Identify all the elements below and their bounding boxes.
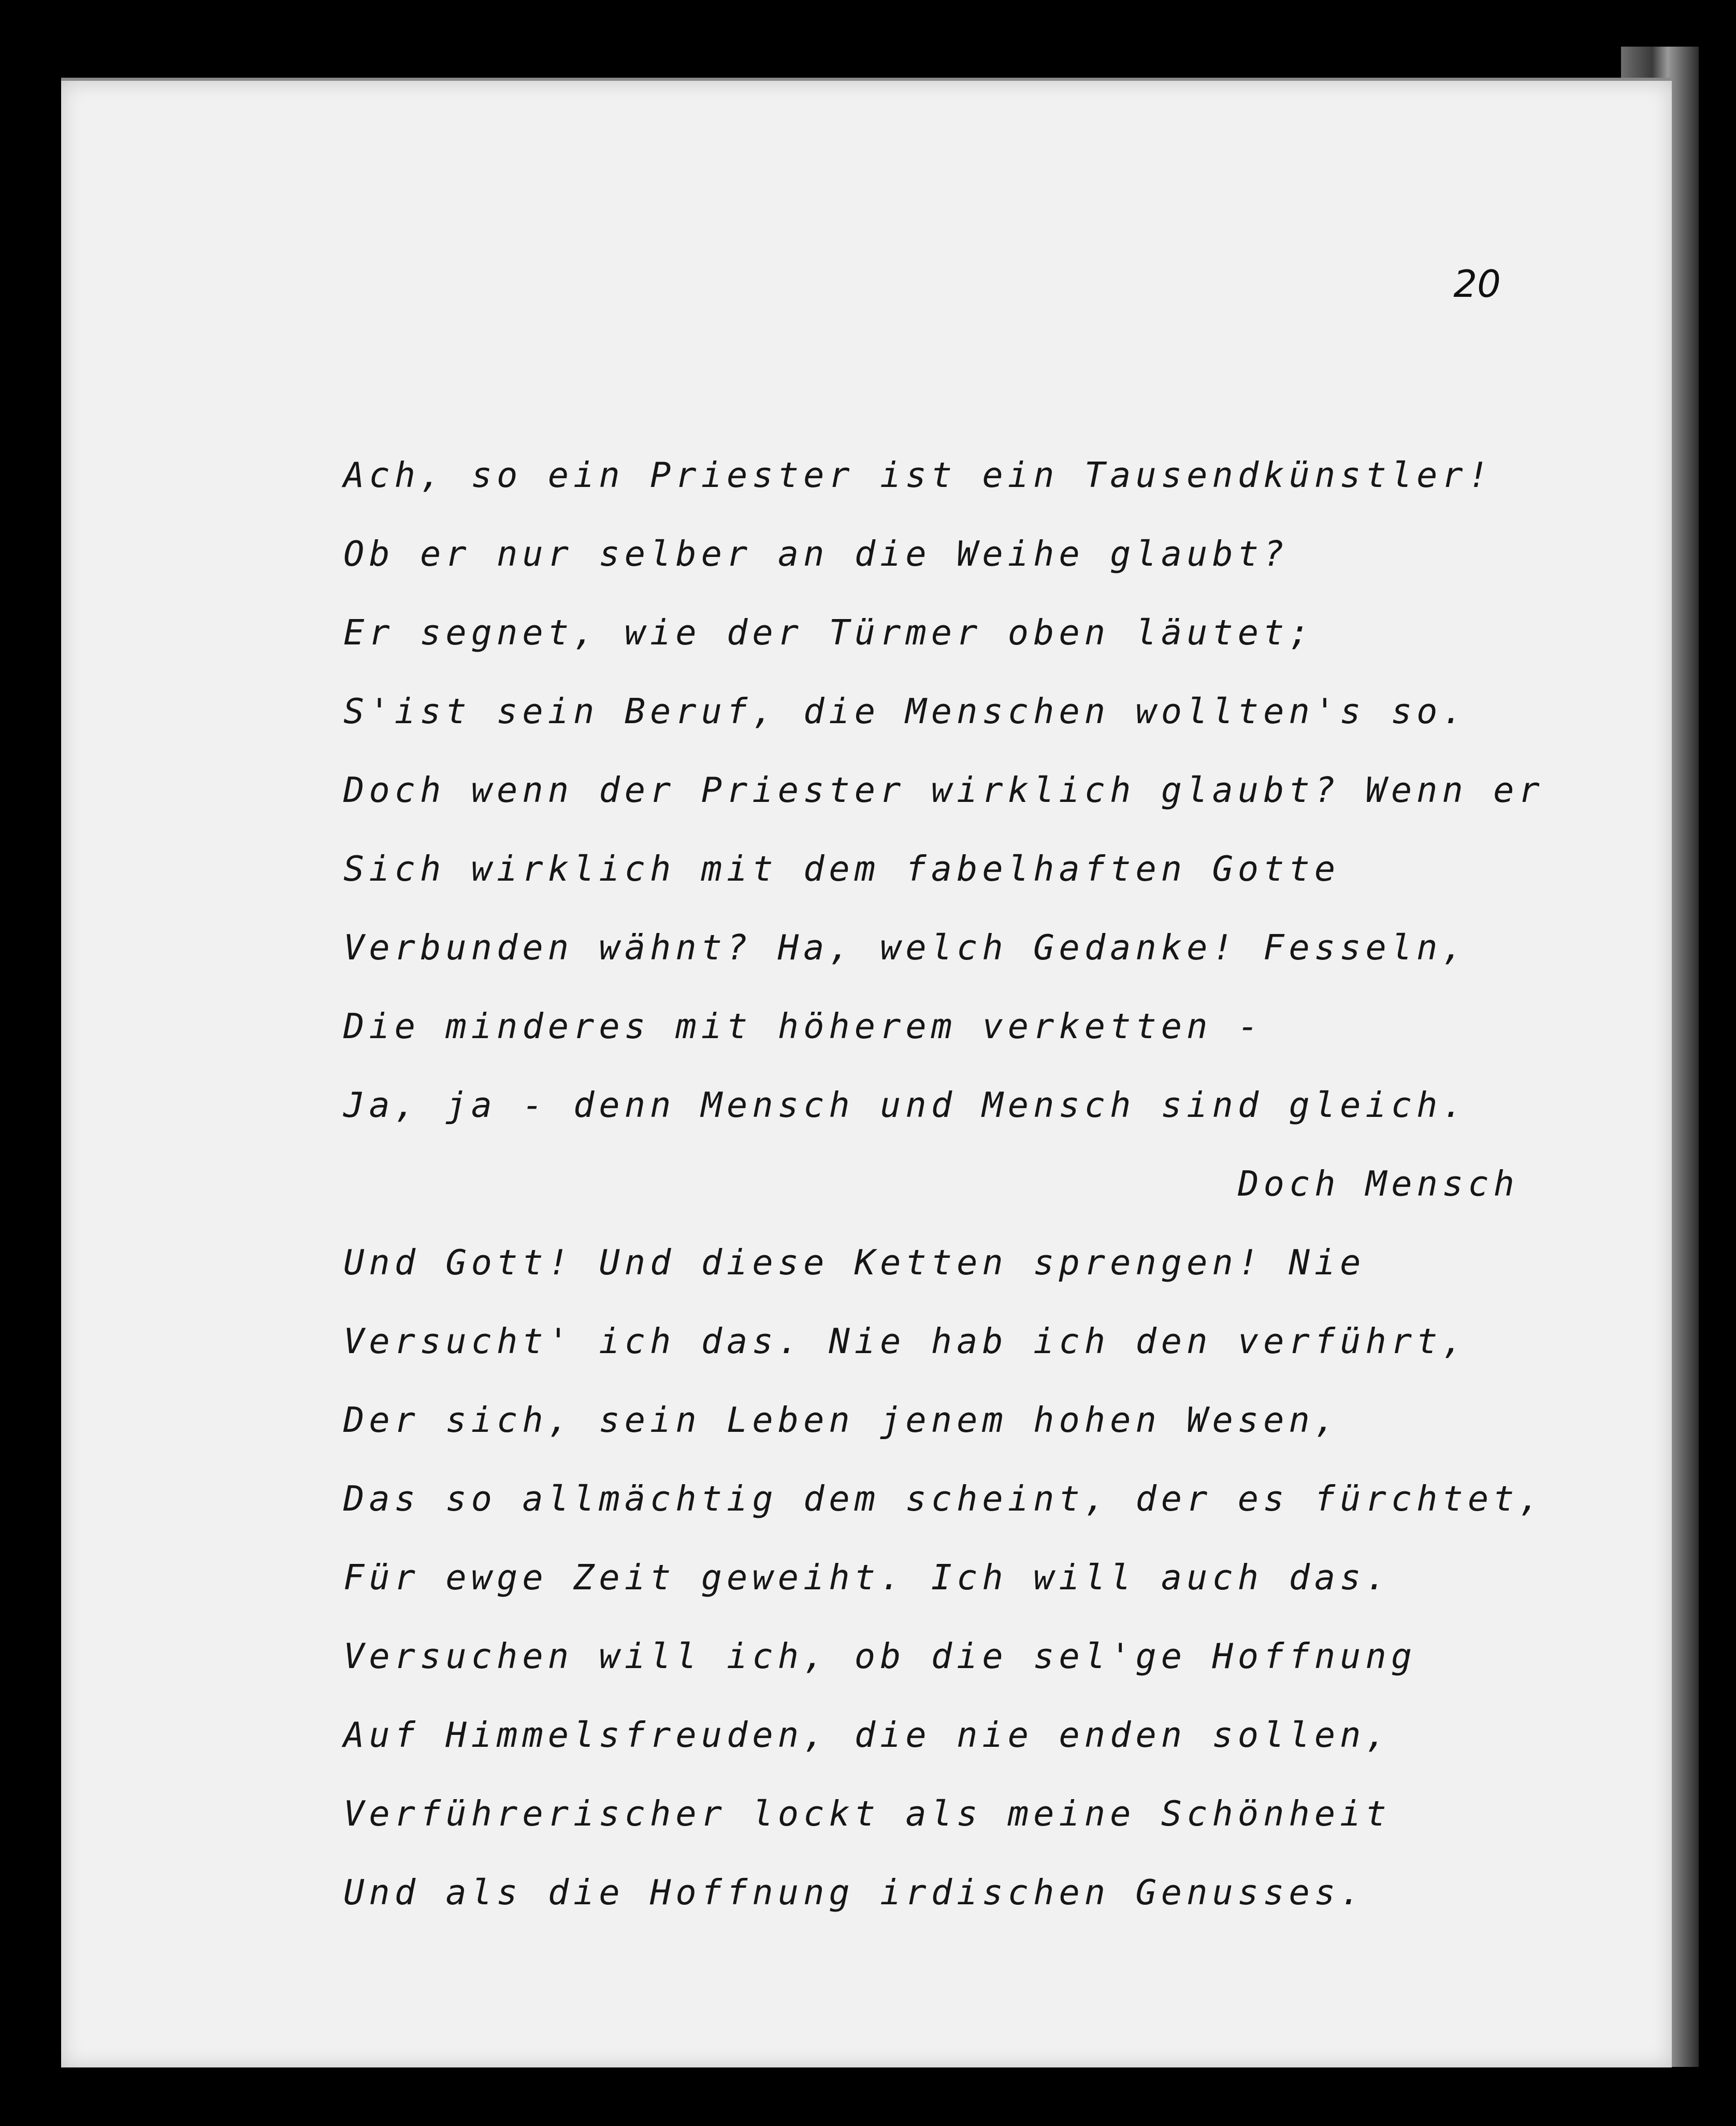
poem-line: Versuchen will ich, ob die sel'ge Hoffnung	[343, 1636, 1417, 1676]
poem-line: Ob er nur selber an die Weihe glaubt?	[343, 534, 1289, 574]
poem-line: Die minderes mit höherem verketten -	[343, 1006, 1264, 1046]
poem-line: Verführerischer lockt als meine Schönheit	[343, 1793, 1391, 1834]
poem-line-indented: Doch Mensch	[1238, 1163, 1519, 1204]
poem-line: Er segnet, wie der Türmer oben läutet;	[343, 612, 1314, 653]
poem-line: Verbunden wähnt? Ha, welch Gedanke! Fesseln,	[343, 927, 1468, 968]
poem-line: Und als die Hoffnung irdischen Genusses.	[343, 1872, 1366, 1913]
poem-line: Ach, so ein Priester ist ein Tausendkünstler!	[343, 455, 1494, 495]
poem-line: Für ewge Zeit geweiht. Ich will auch das.	[343, 1557, 1391, 1598]
poem-line: Auf Himmelsfreuden, die nie enden sollen,	[343, 1715, 1391, 1755]
poem-line: S'ist sein Beruf, die Menschen wollten's so.	[343, 691, 1468, 731]
poem-line: Versucht' ich das. Nie hab ich den verführt,	[343, 1321, 1468, 1361]
poem-line: Sich wirklich mit dem fabelhaften Gotte	[343, 849, 1340, 889]
poem-line: Und Gott! Und diese Ketten sprengen! Nie	[343, 1242, 1366, 1283]
poem-text	[343, 436, 1592, 1932]
poem-line: Ja, ja - denn Mensch und Mensch sind gleich.	[343, 1085, 1468, 1125]
page-number: 20	[1453, 262, 1501, 306]
poem-line: Der sich, sein Leben jenem hohen Wesen,	[343, 1400, 1340, 1440]
poem-line: Doch wenn der Priester wirklich glaubt? Wenn er	[343, 770, 1544, 810]
poem-line: Das so allmächtig dem scheint, der es fürchtet,	[343, 1478, 1544, 1519]
typescript-page	[61, 78, 1672, 2067]
